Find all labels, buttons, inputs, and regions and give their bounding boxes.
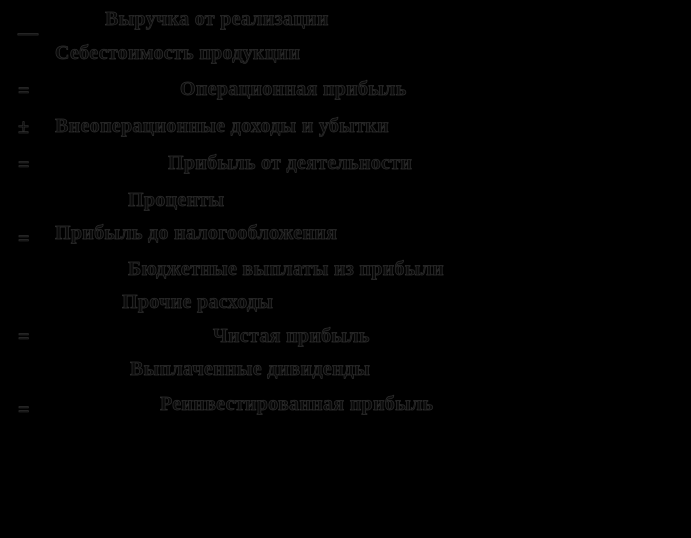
equals-sign: = [18, 80, 30, 102]
plus-minus-sign: ± [18, 116, 29, 138]
line-other-expenses: Прочие расходы [122, 291, 274, 313]
line-operating-profit: Операционная прибыль [180, 78, 407, 100]
line-reinvested-profit: Реинвестированная прибыль [160, 393, 434, 415]
equals-sign: = [18, 399, 30, 421]
equals-sign: = [18, 228, 30, 250]
equals-sign: = [18, 154, 30, 176]
line-interest: Проценты [128, 189, 225, 211]
line-net-profit: Чистая прибыль [213, 325, 370, 347]
line-nonoperating-items: Внеоперационные доходы и убытки [55, 115, 389, 137]
line-pretax-profit: Прибыль до налогообложения [55, 222, 338, 244]
line-activity-profit: Прибыль от деятельности [168, 152, 413, 174]
line-paid-dividends: Выплаченные дивиденды [130, 358, 371, 380]
line-revenue: Выручка от реализации [105, 8, 329, 30]
minus-sign: — [18, 22, 38, 44]
equals-sign: = [18, 326, 30, 348]
line-cost-of-production: Себестоимость продукции [55, 42, 301, 64]
line-budget-payments: Бюджетные выплаты из прибыли [128, 258, 445, 280]
